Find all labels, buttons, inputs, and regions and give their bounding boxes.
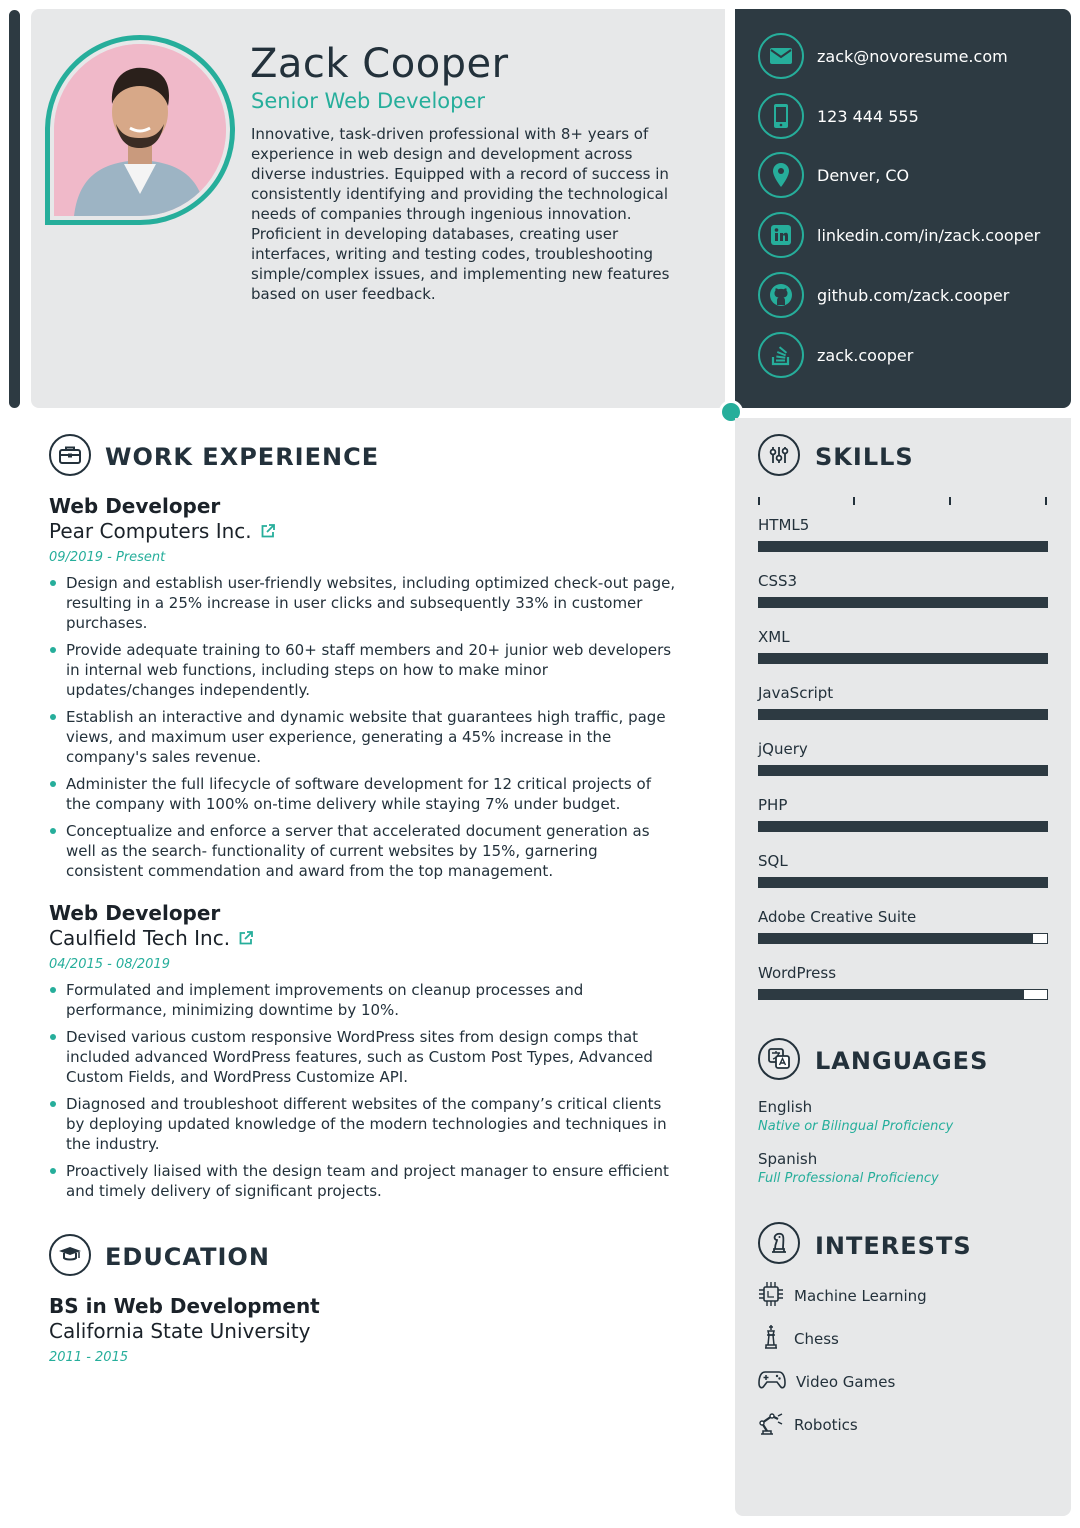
skills-icon: [758, 434, 800, 476]
skill-level-fill: [759, 542, 1047, 551]
skill-name: PHP: [758, 796, 788, 814]
gamepad-icon: [758, 1369, 786, 1395]
contact-linkedin-text: linkedin.com/in/zack.cooper: [817, 225, 1041, 245]
list-item: Provide adequate training to 60+ staff members and 20+ junior web developers in internal web functions, including steps on how to make minor updates/changes independently.: [49, 640, 679, 700]
contact-stackoverflow[interactable]: [758, 332, 913, 378]
contact-stackoverflow-text: zack.cooper: [817, 345, 914, 365]
skill-level-bar: [758, 541, 1048, 552]
briefcase-icon: [49, 434, 91, 476]
school: California State University: [49, 1319, 311, 1343]
interest-label: Chess: [794, 1330, 839, 1348]
contact-location[interactable]: [758, 152, 909, 198]
skill-level-bar: [758, 653, 1048, 664]
list-item: Devised various custom responsive WordPress sites from design comps that included advanced WordPress features, such as Custom Post Types, Advanced Custom Fields, and WordPress Customize API.: [49, 1027, 679, 1087]
candidate-name: Zack Cooper: [250, 41, 509, 87]
list-item: Design and establish user-friendly websites, including optimized check-out page, resulting in a 25% increase in user clicks and subsequently 33% in customer purchases.: [49, 573, 679, 633]
list-item: Administer the full lifecycle of software development for 12 critical projects of the company with 100% on-time delivery while staying 7% under budget.: [49, 774, 679, 814]
job-title-2: Web Developer: [49, 901, 221, 925]
job-dates-1: 09/2019 - Present: [49, 550, 166, 565]
graduation-cap-icon: [49, 1234, 91, 1276]
section-title-languages: LANGUAGES: [815, 1047, 989, 1075]
summary-text: Innovative, task-driven professional with 8+ years of experience in web design and development across diverse industries. Equipped with a record of success in consistently identifying and providing the technological needs of companies through ingenious innovation. Proficient in developing databases, creating user interfaces, writing and testing codes, troubleshooting simple/complex issues, and implementing new features based on user feedback.: [251, 125, 670, 303]
contact-phone[interactable]: [758, 93, 919, 139]
interest-label: Video Games: [796, 1373, 896, 1391]
company-2[interactable]: [49, 926, 253, 950]
skill-level-bar: [758, 989, 1048, 1000]
skill-level-bar: [758, 709, 1048, 720]
skill-level-bar: [758, 765, 1048, 776]
section-title-skills: SKILLS: [815, 443, 914, 471]
skill-name: CSS3: [758, 572, 798, 590]
language-name-english: English: [758, 1098, 813, 1116]
avatar: [54, 44, 226, 216]
contact-linkedin[interactable]: [758, 212, 1040, 258]
degree: BS in Web Development: [49, 1294, 320, 1318]
profile-photo: [45, 35, 235, 225]
skill-name: JavaScript: [758, 684, 834, 702]
language-icon: [758, 1038, 800, 1080]
chip-icon: [758, 1281, 784, 1311]
contact-github[interactable]: [758, 272, 1009, 318]
interest-robotics: [758, 1411, 858, 1439]
skill-level-bar: [758, 933, 1048, 944]
external-link-icon[interactable]: [239, 926, 253, 950]
job-bullets-1: [49, 573, 679, 888]
section-title-education: EDUCATION: [105, 1243, 270, 1271]
skill-name: XML: [758, 628, 790, 646]
skill-level-fill: [759, 990, 1024, 999]
list-item: Proactively liaised with the design team and project manager to ensure efficient and timely delivery of significant projects.: [49, 1161, 679, 1201]
chess-icon: [758, 1324, 784, 1354]
github-icon: [758, 272, 804, 318]
contact-panel: [735, 9, 1071, 408]
interest-machine-learning: [758, 1282, 927, 1310]
robot-arm-icon: [758, 1410, 784, 1440]
list-item: Conceptualize and enforce a server that accelerated document generation as well as the search- functionality of current websites by 15%, garnering consistent commendation and award from the top management.: [49, 821, 679, 881]
list-item: Formulated and implement improvements on cleanup processes and performance, minimizing downtime by 10%.: [49, 980, 679, 1020]
interests-icon: [758, 1222, 800, 1264]
skill-level-fill: [759, 766, 1047, 775]
external-link-icon[interactable]: [261, 519, 275, 543]
skill-name: SQL: [758, 852, 788, 870]
contact-email-text: zack@novoresume.com: [817, 46, 1008, 66]
interest-video-games: [758, 1368, 895, 1396]
contact-github-text: github.com/zack.cooper: [817, 285, 1010, 305]
skill-name: jQuery: [758, 740, 808, 758]
contact-location-text: Denver, CO: [817, 165, 910, 185]
contact-email[interactable]: [758, 33, 1008, 79]
phone-icon: [758, 93, 804, 139]
interest-label: Machine Learning: [794, 1287, 927, 1305]
language-name-spanish: Spanish: [758, 1150, 818, 1168]
skill-level-bar: [758, 821, 1048, 832]
company-name-1: Pear Computers Inc.: [49, 519, 252, 543]
list-item: Diagnosed and troubleshoot different websites of the company’s critical clients by deploying updated knowledge of the modern technologies and techniques in the industry.: [49, 1094, 679, 1154]
company-name-2: Caulfield Tech Inc.: [49, 926, 231, 950]
skill-name: HTML5: [758, 516, 810, 534]
skill-level-bar: [758, 877, 1048, 888]
skill-level-fill: [759, 878, 1047, 887]
skill-name: Adobe Creative Suite: [758, 908, 917, 926]
skill-name: WordPress: [758, 964, 837, 982]
skill-level-fill: [759, 654, 1047, 663]
skill-level-fill: [759, 710, 1047, 719]
skill-level-fill: [759, 822, 1047, 831]
education-dates: 2011 - 2015: [49, 1350, 129, 1365]
location-icon: [758, 152, 804, 198]
candidate-title: Senior Web Developer: [251, 89, 486, 113]
email-icon: [758, 33, 804, 79]
stackoverflow-icon: [758, 332, 804, 378]
job-bullets-2: [49, 980, 679, 1208]
interest-label: Robotics: [794, 1416, 858, 1434]
job-title-1: Web Developer: [49, 494, 221, 518]
section-title-interests: INTERESTS: [815, 1232, 972, 1260]
header-profile: [31, 9, 725, 408]
linkedin-icon: [758, 212, 804, 258]
language-level-spanish: Full Professional Proficiency: [758, 1171, 939, 1186]
contact-phone-text: 123 444 555: [817, 106, 919, 126]
skill-level-fill: [759, 598, 1047, 607]
interest-chess: [758, 1325, 839, 1353]
language-level-english: Native or Bilingual Proficiency: [758, 1119, 954, 1134]
left-accent-bar: [9, 10, 20, 408]
skill-scale-ticks: [758, 497, 1048, 505]
company-1[interactable]: [49, 519, 275, 543]
list-item: Establish an interactive and dynamic website that guarantees high traffic, page views, and maximum user experience, generating a 45% increase in the company's sales revenue.: [49, 707, 679, 767]
skill-level-bar: [758, 597, 1048, 608]
job-dates-2: 04/2015 - 08/2019: [49, 957, 170, 972]
skill-level-fill: [759, 934, 1033, 943]
section-title-work: WORK EXPERIENCE: [105, 443, 380, 471]
